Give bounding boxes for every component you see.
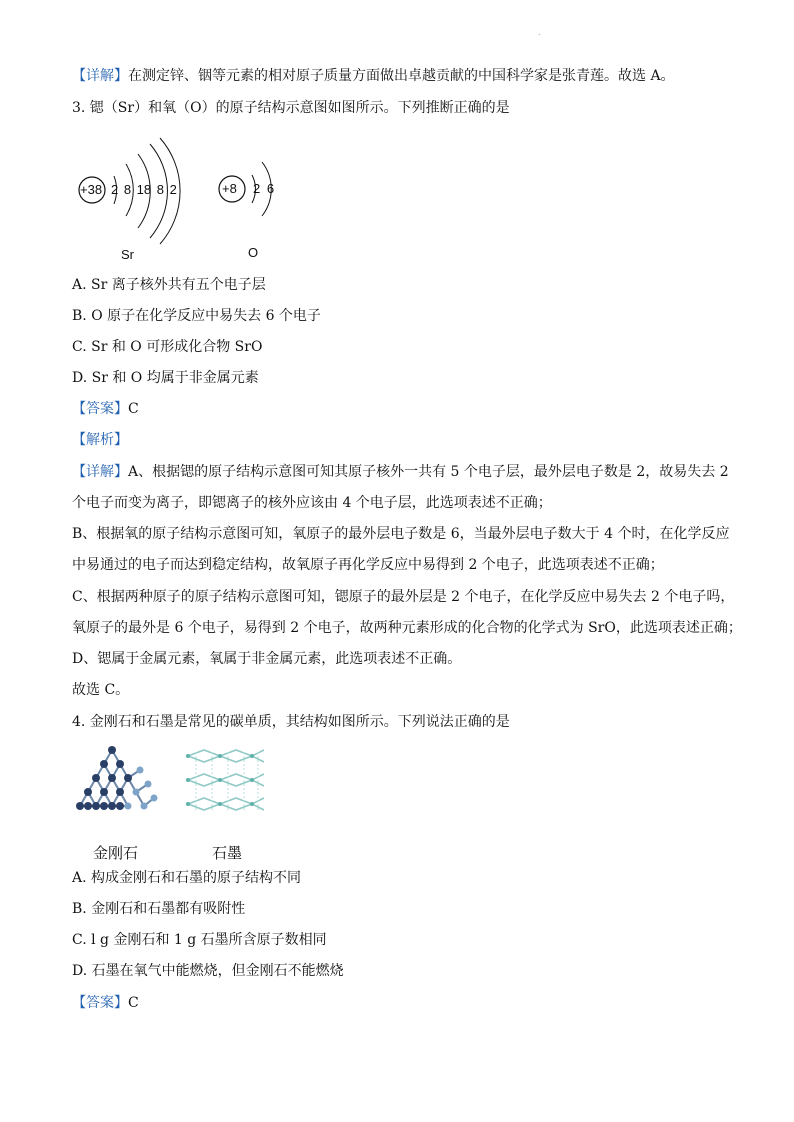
- q3-detail-line: [72, 462, 729, 482]
- sr-nucleus: +38: [80, 182, 103, 197]
- q3-detail-line: 氧原子的最外是 6 个电子，易得到 2 个电子，故两种元素形成的化合物的化学式为 SrO，此选项表述正确；: [72, 620, 742, 636]
- o-shell-electrons: 2 6: [253, 181, 275, 196]
- question-3-stem: 3. 锶（Sr）和氧（O）的原子结构示意图如图所示。下列推断正确的是: [72, 100, 510, 116]
- sr-label: Sr: [121, 247, 134, 262]
- q3-detail-line: D、锶属于金属元素，氧属于非金属元素，此选项表述不正确。: [72, 651, 462, 667]
- answer-value: C: [128, 401, 139, 417]
- q3-detail-line: 个电子而变为离子，即锶离子的核外应该由 4 个电子层，此选项表述不正确；: [72, 495, 552, 511]
- diamond-label: 金刚石: [93, 845, 139, 862]
- detail-text: 在测定锌、铟等元素的相对原子质量方面做出卓越贡献的中国科学家是张青莲。故选 A。: [128, 68, 675, 84]
- graphite-structure-image: [184, 742, 268, 822]
- detail-text: A、根据锶的原子结构示意图可知其原子核外一共有 5 个电子层，最外层电子数是 2，故易失去 2: [128, 464, 729, 480]
- sr-shell-electrons: 2 8 18 8 2: [111, 182, 177, 197]
- q3-analysis-label: [72, 430, 128, 450]
- q3-detail-line: 中易通过的电子而达到稳定结构，故氧原子再化学反应中易得到 2 个电子，此选项表述不正确；: [72, 557, 664, 573]
- q4-option-c: C. l g 金刚石和 1 g 石墨所含原子数相同: [72, 932, 327, 948]
- q4-option-d: D. 石墨在氧气中能燃烧，但金刚石不能燃烧: [72, 963, 344, 979]
- detail-label: 【详解】: [72, 464, 128, 480]
- detail-label: 【详解】: [72, 68, 128, 84]
- detail-paragraph: [72, 66, 675, 86]
- q3-option-a: A. Sr 离子核外共有五个电子层: [72, 277, 266, 293]
- q3-answer: [72, 399, 139, 419]
- q3-option-c: C. Sr 和 O 可形成化合物 SrO: [72, 339, 263, 355]
- q3-option-b: B. O 原子在化学反应中易失去 6 个电子: [72, 308, 321, 324]
- q3-detail-line: B、根据氧的原子结构示意图可知，氧原子的最外层电子数是 6，当最外层电子数大于 4 个时，在化学反应: [72, 526, 730, 542]
- question-4-stem: 4. 金刚石和石墨是常见的碳单质，其结构如图所示。下列说法正确的是: [72, 714, 510, 730]
- page-mark: .: [538, 28, 541, 37]
- answer-value: C: [128, 995, 139, 1011]
- o-nucleus: +8: [222, 181, 237, 196]
- q4-answer: [72, 993, 139, 1013]
- q3-detail-line: C、根据两种原子的原子结构示意图可知，锶原子的最外层是 2 个电子，在化学反应中易失去 2 个电子吗，: [72, 589, 735, 605]
- q4-option-b: B. 金刚石和石墨都有吸附性: [72, 901, 246, 917]
- answer-label: 【答案】: [72, 995, 128, 1011]
- graphite-label: 石墨: [212, 845, 243, 862]
- q3-option-d: D. Sr 和 O 均属于非金属元素: [72, 370, 259, 386]
- q3-conclusion: 故选 C。: [72, 682, 130, 698]
- diamond-structure-image: [74, 740, 164, 825]
- analysis-label: 【解析】: [72, 432, 128, 448]
- q4-option-a: A. 构成金刚石和石墨的原子结构不同: [72, 870, 302, 886]
- o-label: O: [248, 245, 259, 260]
- answer-label: 【答案】: [72, 401, 128, 417]
